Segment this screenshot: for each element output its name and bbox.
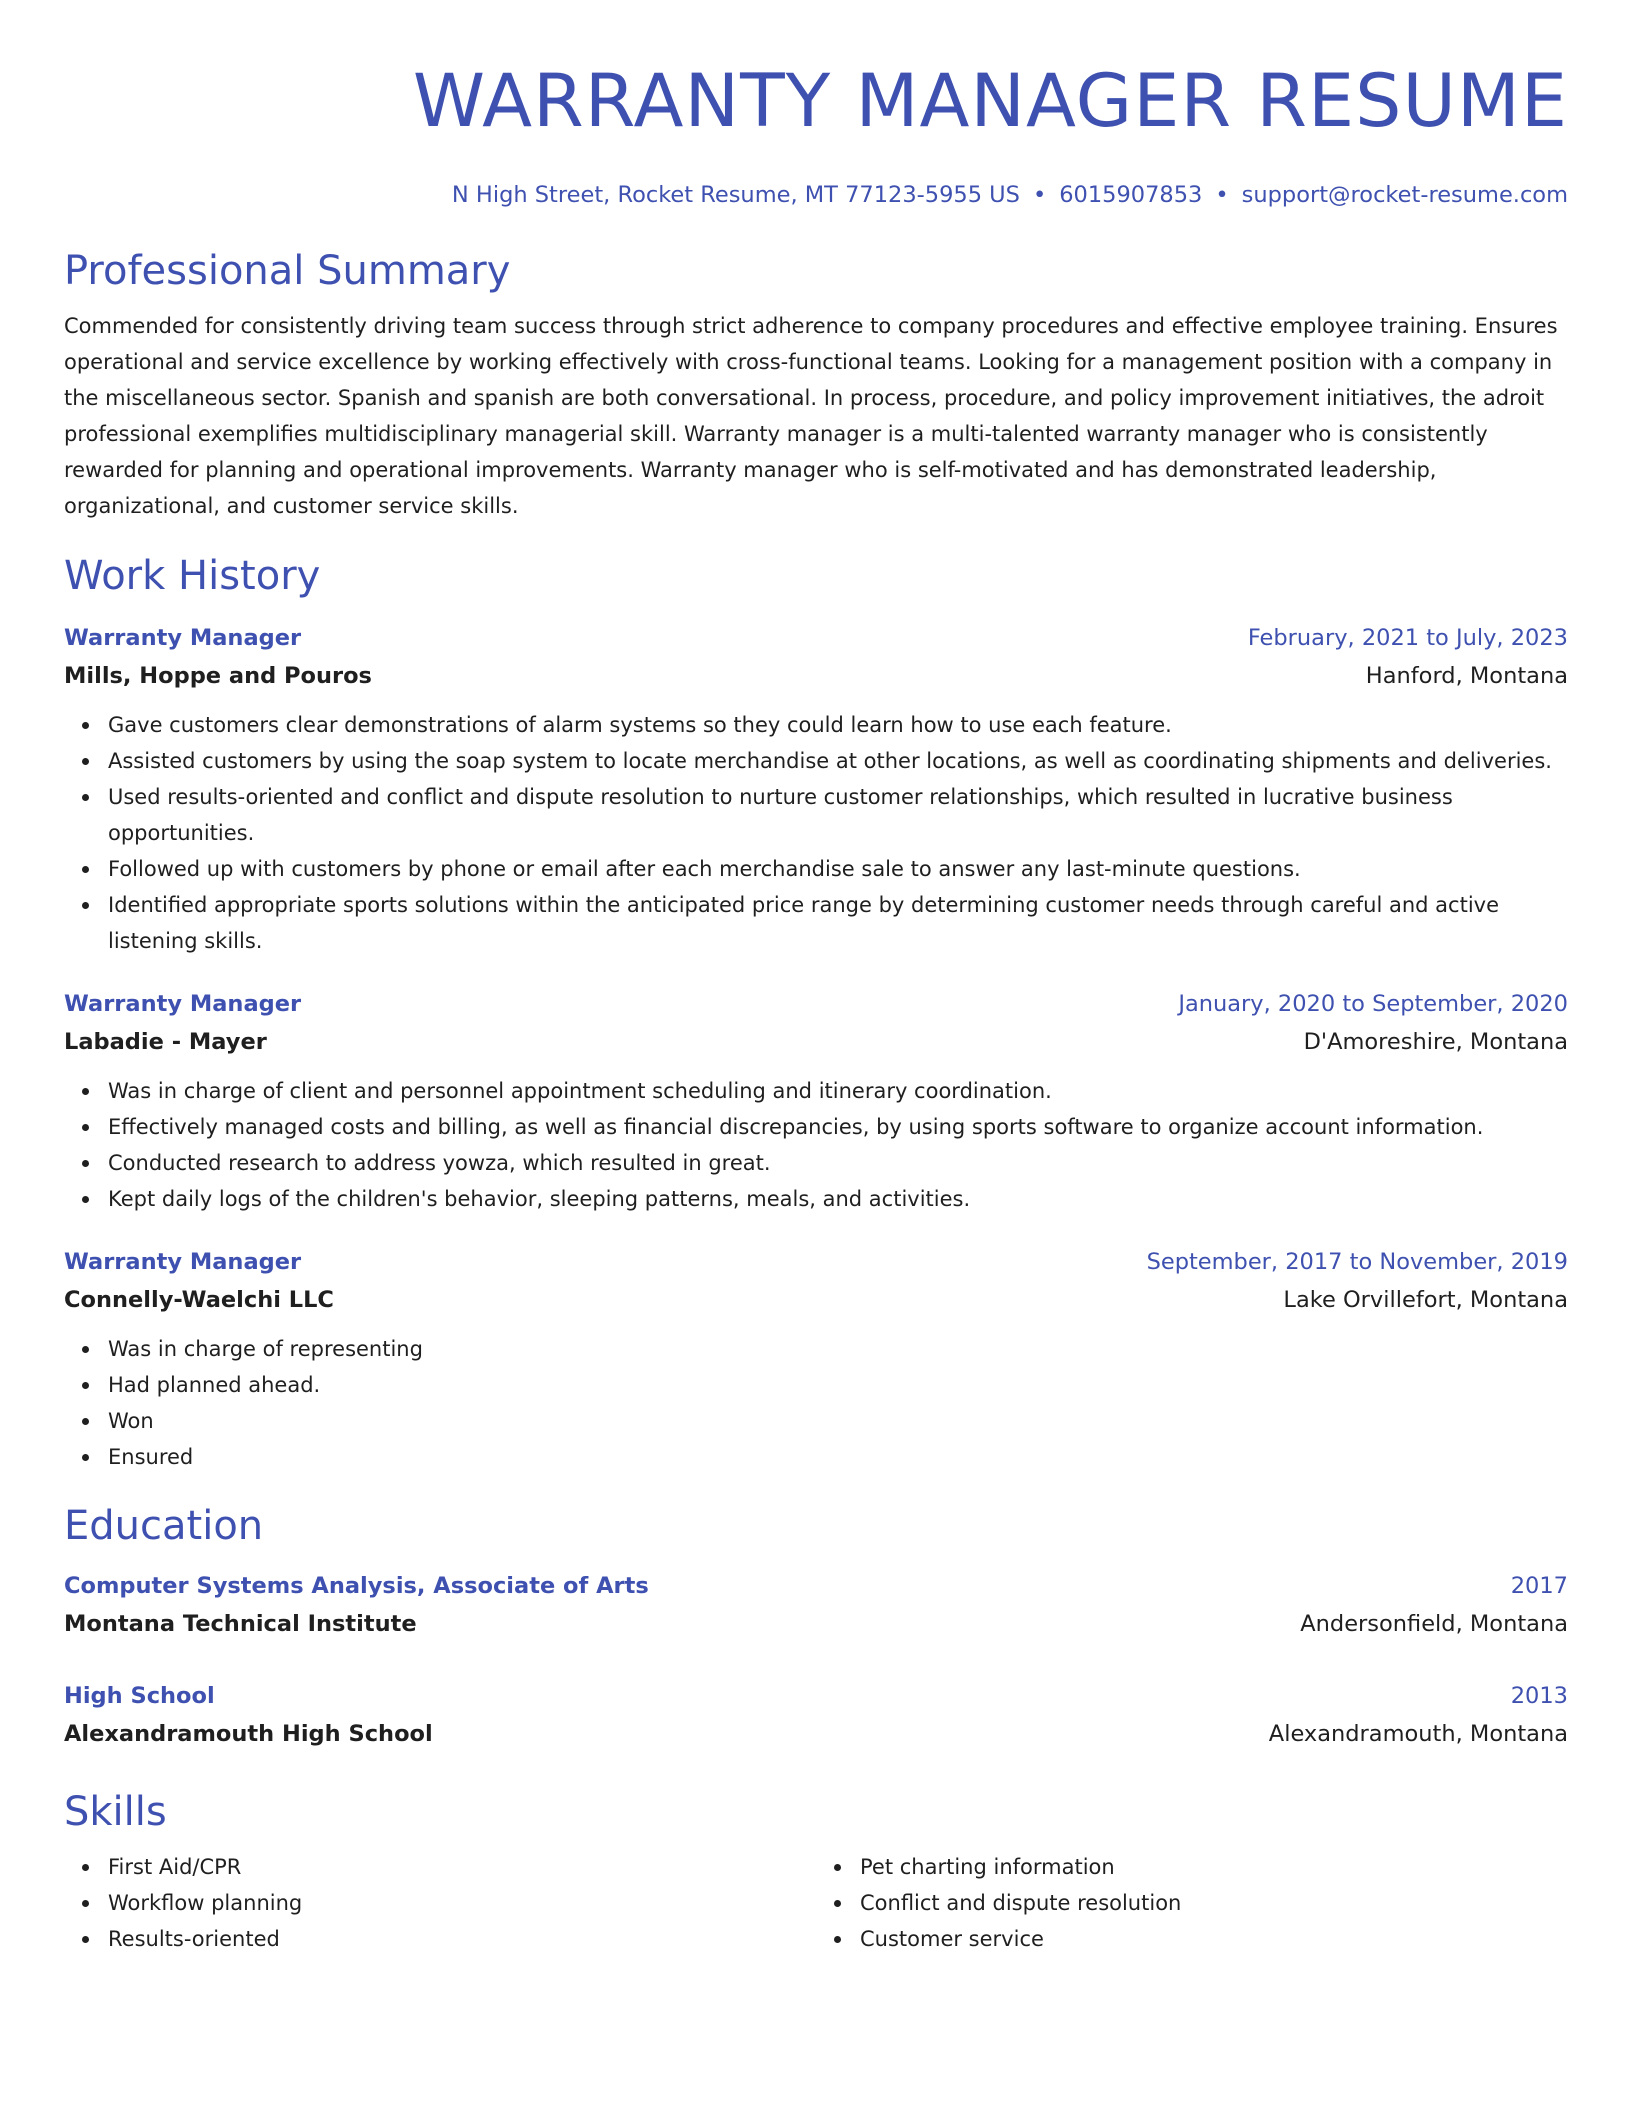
job-dates: January, 2020 to September, 2020	[1178, 991, 1568, 1017]
job-bullet: Was in charge of client and personnel appointment scheduling and itinerary coordination.	[108, 1073, 1568, 1109]
skills-column-left	[64, 1843, 816, 1957]
education-location: Alexandramouth, Montana	[1268, 1721, 1568, 1747]
contact-separator: •	[1032, 182, 1047, 208]
job-bullet: Identified appropriate sports solutions within the anticipated price range by determining customer needs through careful and active listening skills.	[108, 887, 1568, 959]
education-degree: Computer Systems Analysis, Associate of Arts	[64, 1573, 649, 1599]
job-employer: Labadie - Mayer	[64, 1029, 267, 1055]
job-bullet: Followed up with customers by phone or email after each merchandise sale to answer any last-minute questions.	[108, 851, 1568, 887]
skill-item: Pet charting information	[860, 1849, 1568, 1885]
job-employer: Connelly-Waelchi LLC	[64, 1287, 334, 1313]
job-location: Hanford, Montana	[1365, 663, 1568, 689]
job-title: Warranty Manager	[64, 625, 302, 651]
job-bullet: Was in charge of representing	[108, 1331, 1568, 1367]
education-year: 2013	[1510, 1683, 1568, 1709]
job-location: Lake Orvillefort, Montana	[1283, 1287, 1568, 1313]
contact-line	[64, 180, 1568, 210]
education-school: Montana Technical Institute	[64, 1611, 417, 1637]
job-location: D'Amoreshire, Montana	[1303, 1029, 1568, 1055]
job-bullet: Effectively managed costs and billing, as well as financial discrepancies, by using sports software to organize account information.	[108, 1109, 1568, 1145]
job-title: Warranty Manager	[64, 991, 302, 1017]
skills-heading: Skills	[64, 1789, 167, 1835]
job-bullet: Assisted customers by using the soap system to locate merchandise at other locations, as well as coordinating shipments and deliveries.	[108, 743, 1568, 779]
summary-heading: Professional Summary	[64, 248, 511, 294]
job-entry	[64, 985, 1568, 1217]
skill-item: Workflow planning	[108, 1885, 816, 1921]
work-history-heading: Work History	[64, 553, 321, 599]
job-bullet: Used results-oriented and conflict and dispute resolution to nurture customer relationships, which resulted in lucrative business opportunities.	[108, 779, 1568, 851]
skill-item: Conflict and dispute resolution	[860, 1885, 1568, 1921]
contact-separator: •	[1215, 182, 1229, 208]
skill-item: Customer service	[860, 1921, 1568, 1957]
contact-phone: 6015907853	[1059, 182, 1203, 208]
education-year: 2017	[1510, 1573, 1568, 1599]
job-entry	[64, 1243, 1568, 1475]
job-bullets	[64, 1331, 1568, 1475]
summary-text: Commended for consistently driving team success through strict adherence to company procedures and effective employee training. Ensures operational and service excellence by working effectively with cross-functional teams. Looking for a management position with a company in the miscellaneous sector. Spanish and spanish are both conversational. In process, procedure, and policy improvement initiatives, the adroit professional exemplifies multidisciplinary managerial skill. Warranty manager is a multi-talented warranty manager who is consistently rewarded for planning and operational improvements. Warranty manager who is self-motivated and has demonstrated leadership, organizational, and customer service skills.	[64, 314, 1558, 518]
job-bullet: Ensured	[108, 1439, 1568, 1475]
resume-name-heading: WARRANTY MANAGER RESUME	[412, 59, 1568, 144]
job-bullet: Conducted research to address yowza, which resulted in great.	[108, 1145, 1568, 1181]
job-bullets	[64, 1073, 1568, 1217]
education-entry	[64, 1677, 1568, 1753]
education-school: Alexandramouth High School	[64, 1721, 433, 1747]
job-dates: September, 2017 to November, 2019	[1146, 1249, 1568, 1275]
skills-column-right	[816, 1843, 1568, 1957]
skill-item: Results-oriented	[108, 1921, 816, 1957]
job-bullet: Had planned ahead.	[108, 1367, 1568, 1403]
education-degree: High School	[64, 1683, 215, 1709]
job-bullet: Won	[108, 1403, 1568, 1439]
job-dates: February, 2021 to July, 2023	[1247, 625, 1568, 651]
education-entry	[64, 1567, 1568, 1643]
job-employer: Mills, Hoppe and Pouros	[64, 663, 372, 689]
contact-email: support@rocket-resume.com	[1241, 182, 1568, 208]
job-bullets	[64, 707, 1568, 959]
job-title: Warranty Manager	[64, 1249, 302, 1275]
contact-address: N High Street, Rocket Resume, MT 77123-5955 US	[451, 182, 1020, 208]
job-bullet: Gave customers clear demonstrations of alarm systems so they could learn how to use each feature.	[108, 707, 1568, 743]
job-entry	[64, 619, 1568, 959]
education-location: Andersonfield, Montana	[1300, 1611, 1568, 1637]
education-heading: Education	[64, 1503, 264, 1549]
skill-item: First Aid/CPR	[108, 1849, 816, 1885]
job-bullet: Kept daily logs of the children's behavior, sleeping patterns, meals, and activities.	[108, 1181, 1568, 1217]
skills-list	[64, 1843, 1568, 1957]
